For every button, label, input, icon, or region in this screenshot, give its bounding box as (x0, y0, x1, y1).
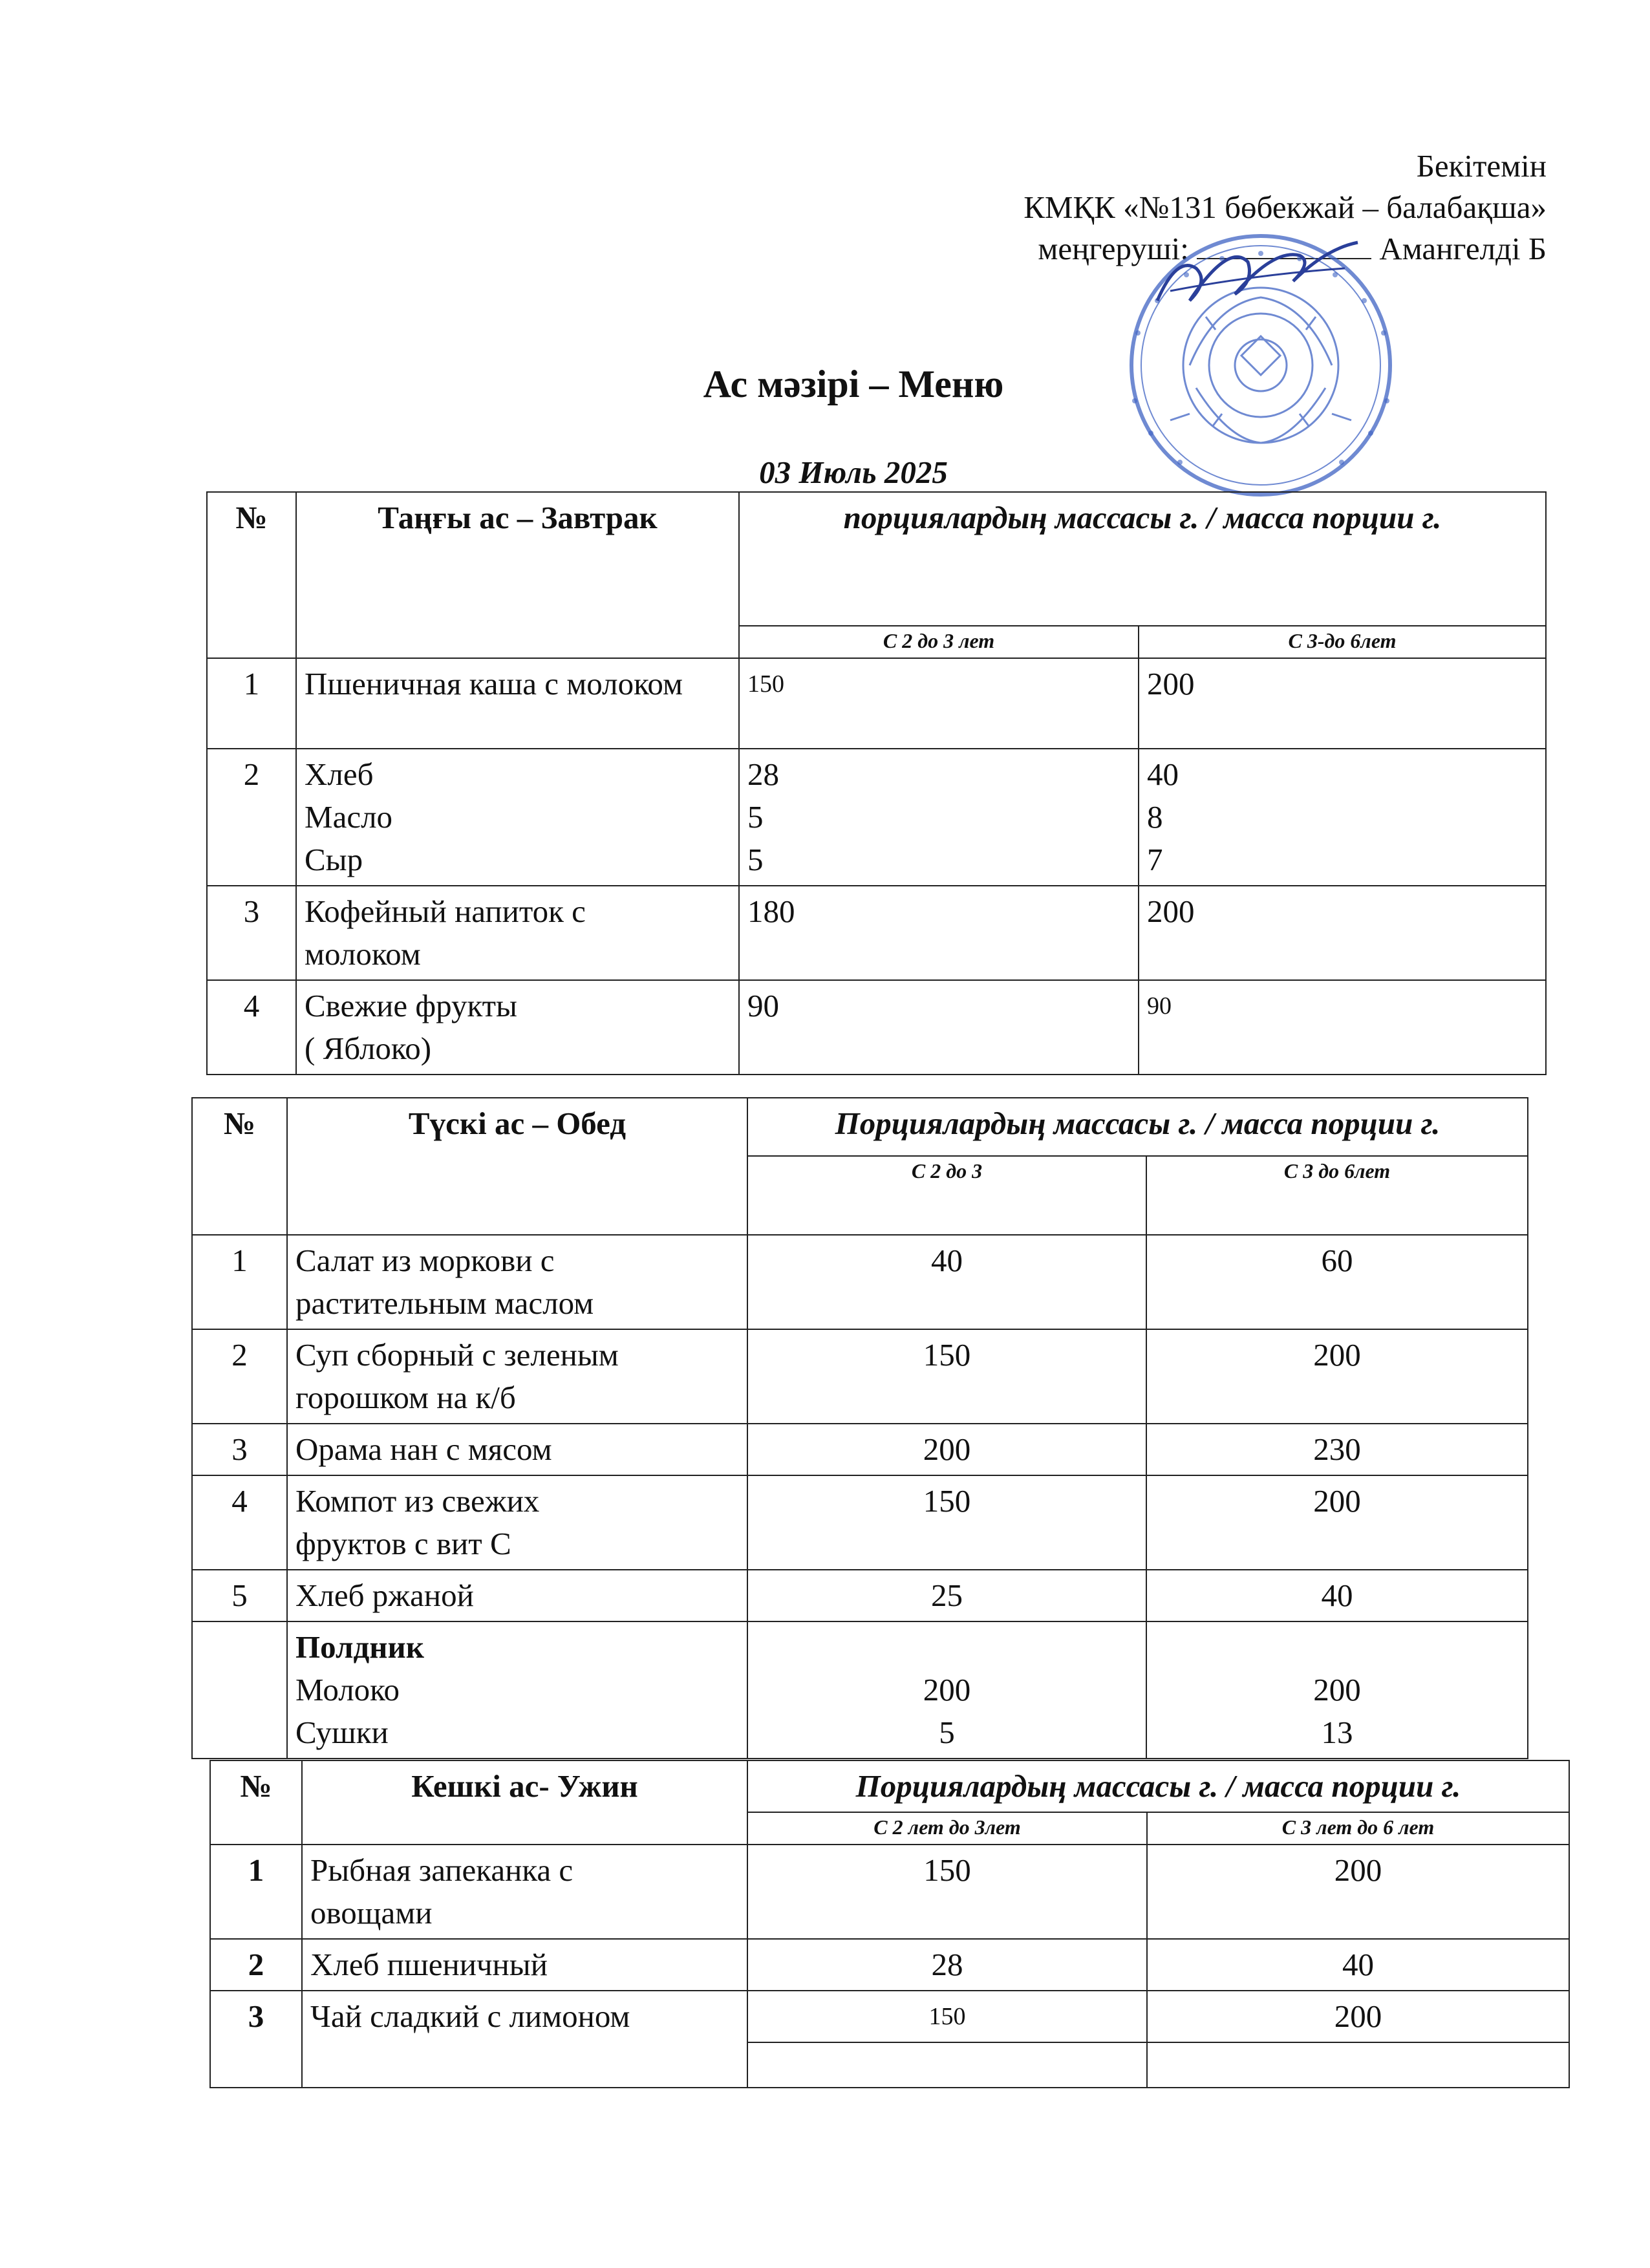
mass-age-1: 150 (747, 1991, 1147, 2042)
table-row (207, 658, 1546, 749)
row-number: 2 (210, 1939, 302, 1991)
meal-name (302, 1845, 747, 1939)
table-row (210, 1845, 1569, 1939)
lunch-table (191, 1097, 1528, 1759)
meal-name-line: овощами (310, 1895, 433, 1931)
mass-age-1: 150 (747, 1329, 1146, 1424)
lunch-age-1: С 2 до 3 (747, 1156, 1146, 1235)
table-row (192, 1570, 1528, 1621)
breakfast-age-1: С 2 до 3 лет (739, 626, 1139, 658)
mass-age-1: 150 (739, 658, 1139, 749)
meal-name (296, 886, 739, 980)
row-number: 2 (192, 1329, 287, 1424)
mass-value: 5 (939, 1715, 955, 1750)
mass-age-2: 60 (1146, 1235, 1528, 1329)
meal-name: Хлеб ржаной (287, 1570, 747, 1621)
mass-value: 5 (747, 799, 764, 835)
lunch-col-meal: Түскі ас – Обед (287, 1098, 747, 1235)
meal-name-line: Компот из свежих (295, 1483, 540, 1519)
dinner-col-mass: Порциялардың массасы г. / масса порции г. (747, 1760, 1569, 1812)
meal-name (296, 980, 739, 1075)
snack-item: Сушки (295, 1715, 389, 1750)
table-row (192, 1424, 1528, 1475)
mass-age-2: 200 (1139, 886, 1546, 980)
menu-date: 03 Июль 2025 (759, 455, 948, 490)
row-number: 4 (207, 980, 296, 1075)
table-row (207, 886, 1546, 980)
meal-name-line: Кофейный напиток с (305, 893, 586, 929)
mass-age-2: 200 (1139, 658, 1546, 749)
meal-item: Хлеб (305, 756, 374, 792)
mass-value: 7 (1147, 842, 1163, 877)
mass-age-2: 200 (1146, 1329, 1528, 1424)
table-row (210, 1991, 1569, 2042)
mass-age-1 (739, 749, 1139, 886)
breakfast-col-mass: порциялардың массасы г. / масса порции г. (739, 492, 1546, 626)
lunch-col-mass: Порциялардың массасы г. / масса порции г. (747, 1098, 1528, 1156)
mass-age-1: 25 (747, 1570, 1146, 1621)
snack-title: Полдник (295, 1629, 424, 1665)
mass-value: 8 (1147, 799, 1163, 835)
mass-age-1: 40 (747, 1235, 1146, 1329)
meal-name (287, 1329, 747, 1424)
meal-name (296, 749, 739, 886)
row-number: 3 (210, 1991, 302, 2088)
dinner-age-2: С 3 лет до 6 лет (1147, 1812, 1569, 1845)
mass-age-1: 150 (747, 1845, 1147, 1939)
meal-name-line: горошком на к/б (295, 1380, 516, 1415)
empty-cell (1147, 2042, 1569, 2088)
mass-age-1: 180 (739, 886, 1139, 980)
breakfast-age-2: С 3-до 6лет (1139, 626, 1546, 658)
table-row (192, 1621, 1528, 1759)
table-row (210, 1939, 1569, 1991)
signature-icon (1151, 230, 1364, 320)
meal-name: Пшеничная каша с молоком (296, 658, 739, 749)
mass-age-2: 200 (1147, 1845, 1569, 1939)
meal-name-line: растительным маслом (295, 1285, 594, 1321)
row-number-empty (192, 1621, 287, 1759)
meal-name (287, 1235, 747, 1329)
mass-value: 5 (747, 842, 764, 877)
meal-name-line: Свежие фрукты (305, 988, 517, 1023)
table-row (207, 749, 1546, 886)
row-number: 4 (192, 1475, 287, 1570)
mass-age-1: 90 (739, 980, 1139, 1075)
row-number: 3 (207, 886, 296, 980)
lunch-col-num: № (192, 1098, 287, 1235)
meal-name-line: Салат из моркови с (295, 1243, 555, 1278)
mass-value: 200 (1313, 1672, 1361, 1707)
row-number: 1 (192, 1235, 287, 1329)
mass-age-1: 200 (747, 1424, 1146, 1475)
page-title: Ас мәзірі – Меню (703, 363, 1004, 405)
approval-head-name: Амангелді Б (1379, 231, 1547, 266)
mass-age-2: 40 (1147, 1939, 1569, 1991)
row-number: 5 (192, 1570, 287, 1621)
empty-cell (747, 2042, 1147, 2088)
mass-age-2 (1139, 749, 1546, 886)
table-row (192, 1235, 1528, 1329)
dinner-col-num: № (210, 1760, 302, 1845)
meal-name-line: молоком (305, 936, 421, 972)
table-row (207, 980, 1546, 1075)
mass-value: 28 (747, 756, 779, 792)
meal-name-line: Суп сборный с зеленым (295, 1337, 619, 1373)
meal-name: Орама нан с мясом (287, 1424, 747, 1475)
snack-cell (287, 1621, 747, 1759)
mass-age-2: 200 (1147, 1991, 1569, 2042)
table-row (192, 1475, 1528, 1570)
mass-value: 40 (1147, 756, 1179, 792)
mass-age-2: 230 (1146, 1424, 1528, 1475)
dinner-table (209, 1760, 1570, 2088)
table-row (192, 1329, 1528, 1424)
breakfast-col-meal: Таңғы ас – Завтрак (296, 492, 739, 658)
mass-value: 200 (923, 1672, 971, 1707)
mass-age-1: 28 (747, 1939, 1147, 1991)
meal-name-line: ( Яблоко) (305, 1031, 432, 1066)
meal-name-line: Рыбная запеканка с (310, 1852, 573, 1888)
approval-organization: КМҚК «№131 бөбекжай – балабақша» (1023, 189, 1547, 225)
dinner-age-1: С 2 лет до 3лет (747, 1812, 1147, 1845)
meal-name: Хлеб пшеничный (302, 1939, 747, 1991)
breakfast-table (206, 491, 1547, 1075)
row-number: 3 (192, 1424, 287, 1475)
mass-age-2: 200 (1146, 1475, 1528, 1570)
meal-name-line: фруктов с вит С (295, 1526, 511, 1561)
row-number: 2 (207, 749, 296, 886)
breakfast-col-num: № (207, 492, 296, 658)
row-number: 1 (207, 658, 296, 749)
meal-name: Чай сладкий с лимоном (302, 1991, 747, 2088)
dinner-col-meal: Кешкі ас- Ужин (302, 1760, 747, 1845)
lunch-age-2: С 3 до 6лет (1146, 1156, 1528, 1235)
mass-age-1: 150 (747, 1475, 1146, 1570)
snack-item: Молоко (295, 1672, 400, 1707)
mass-age-2 (1146, 1621, 1528, 1759)
approval-line1: Бекітемін (1416, 148, 1547, 184)
mass-value: 13 (1321, 1715, 1353, 1750)
approval-head-label: меңгеруші: (1038, 231, 1189, 266)
row-number: 1 (210, 1845, 302, 1939)
meal-name (287, 1475, 747, 1570)
mass-age-2: 40 (1146, 1570, 1528, 1621)
meal-item: Масло (305, 799, 393, 835)
mass-age-2: 90 (1139, 980, 1546, 1075)
mass-age-1 (747, 1621, 1146, 1759)
meal-item: Сыр (305, 842, 363, 877)
